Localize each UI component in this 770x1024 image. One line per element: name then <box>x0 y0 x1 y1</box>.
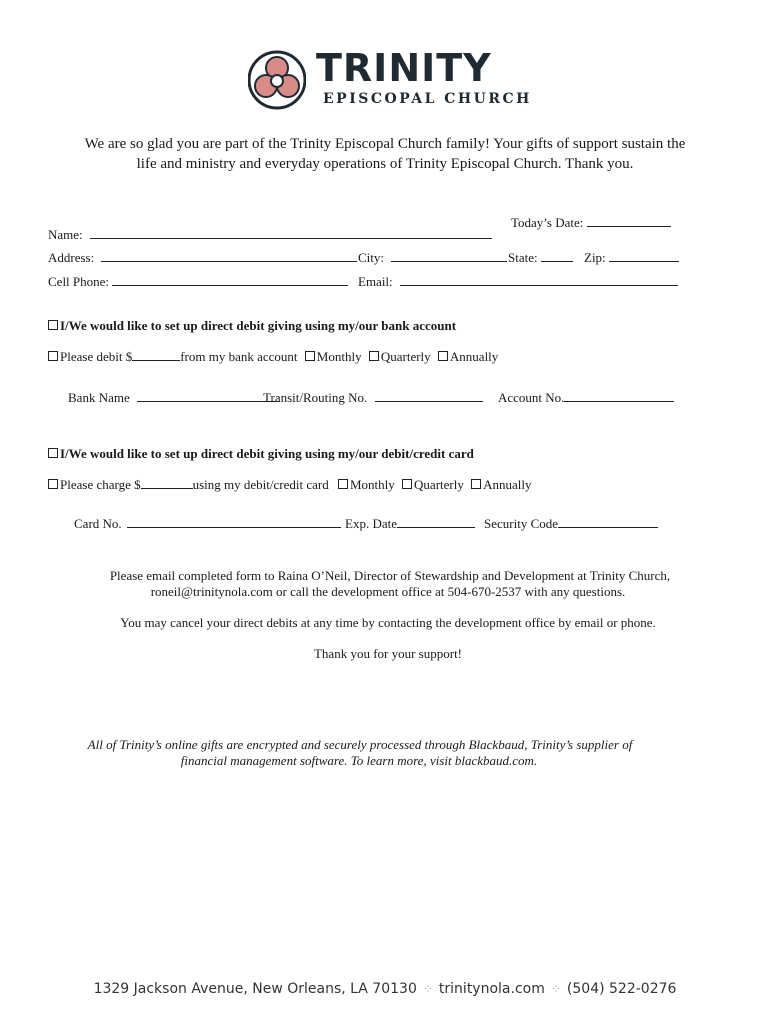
debit-amount-input[interactable] <box>132 346 180 361</box>
exp-date-label: Exp. Date <box>345 516 397 531</box>
todays-date-label: Today’s Date: <box>511 215 584 230</box>
charge-prefix: Please charge $ <box>60 477 141 492</box>
card-annually-label: Annually <box>483 477 532 492</box>
email-label: Email: <box>358 274 393 289</box>
church-logo <box>248 46 532 112</box>
bank-annually-checkbox[interactable] <box>438 351 448 361</box>
zip-input[interactable] <box>609 247 679 262</box>
bank-name-input[interactable] <box>137 387 279 402</box>
logo-title: TRINITY <box>316 46 492 90</box>
intro-line-1: We are so glad you are part of the Trinity Episcopal Church family! Your gifts of support sustain the <box>84 136 686 152</box>
city-input[interactable] <box>391 247 507 262</box>
footer <box>0 981 770 997</box>
account-input[interactable] <box>564 387 674 402</box>
separator-icon: ⁘ <box>422 982 433 996</box>
card-charge-row <box>48 474 531 493</box>
footer-website[interactable]: trinitynola.com <box>438 981 545 997</box>
bank-debit-checkbox[interactable] <box>48 351 58 361</box>
security-code-label: Security Code <box>484 516 559 531</box>
disclaimer-line-2: financial management software. To learn more, visit blackbaud.com. <box>180 753 538 768</box>
routing-field[interactable] <box>263 387 483 406</box>
bank-annually-label: Annually <box>449 349 499 364</box>
routing-label: Transit/Routing No. <box>263 390 368 405</box>
state-field[interactable] <box>508 247 573 266</box>
bank-name-field[interactable] <box>68 387 279 406</box>
city-field[interactable] <box>358 247 507 266</box>
debit-suffix: from my bank account <box>180 349 298 364</box>
card-monthly-checkbox[interactable] <box>338 479 348 489</box>
security-code-input[interactable] <box>558 513 658 528</box>
charge-amount-input[interactable] <box>141 474 193 489</box>
exp-date-input[interactable] <box>397 513 475 528</box>
state-label: State: <box>508 250 538 265</box>
bank-debit-row <box>48 346 498 365</box>
card-charge-checkbox[interactable] <box>48 479 58 489</box>
cell-phone-input[interactable] <box>112 271 348 286</box>
email-field[interactable] <box>358 271 678 290</box>
state-input[interactable] <box>541 247 573 262</box>
card-number-field[interactable] <box>74 513 341 532</box>
bank-quarterly-label: Quarterly <box>380 349 431 364</box>
bank-heading: I/We would like to set up direct debit giving using my/our bank account <box>60 318 457 333</box>
bank-monthly-label: Monthly <box>316 349 362 364</box>
footer-address: 1329 Jackson Avenue, New Orleans, LA 70130 <box>93 981 417 997</box>
name-field[interactable] <box>48 224 492 243</box>
disclaimer-line-1: All of Trinity’s online gifts are encrypted and securely processed through Blackbaud, Trinity’s supplier of <box>87 737 633 752</box>
routing-input[interactable] <box>375 387 483 402</box>
exp-date-field[interactable] <box>345 513 475 532</box>
footer-phone: (504) 522-0276 <box>566 981 677 997</box>
instructions-line-2: roneil@trinitynola.com or call the development office at 504-670-2537 with any questions. <box>150 584 626 599</box>
card-quarterly-checkbox[interactable] <box>402 479 412 489</box>
account-label: Account No. <box>498 390 565 405</box>
logo-subtitle: EPISCOPAL CHURCH <box>323 91 532 107</box>
trinity-trefoil-icon <box>248 50 306 110</box>
zip-label: Zip: <box>584 250 606 265</box>
card-number-label: Card No. <box>74 516 122 531</box>
address-field[interactable] <box>48 247 357 266</box>
todays-date-input[interactable] <box>587 212 671 227</box>
card-number-input[interactable] <box>127 513 341 528</box>
card-quarterly-label: Quarterly <box>414 477 464 492</box>
name-label: Name: <box>48 227 83 242</box>
cell-phone-label: Cell Phone: <box>48 274 110 289</box>
zip-field[interactable] <box>584 247 679 266</box>
card-monthly-label: Monthly <box>349 477 395 492</box>
card-heading: I/We would like to set up direct debit giving using my/our debit/credit card <box>60 446 474 461</box>
bank-monthly-checkbox[interactable] <box>305 351 315 361</box>
card-checkbox[interactable] <box>48 448 58 458</box>
charge-suffix: using my debit/credit card <box>192 477 329 492</box>
cancel-note: You may cancel your direct debits at any time by contacting the development office by email or phone. <box>120 615 656 630</box>
card-option[interactable] <box>48 446 474 462</box>
debit-prefix: Please debit $ <box>60 349 133 364</box>
bank-quarterly-checkbox[interactable] <box>369 351 379 361</box>
intro-line-2: life and ministry and everyday operations of Trinity Episcopal Church. Thank you. <box>136 156 634 172</box>
address-input[interactable] <box>101 247 357 262</box>
bank-option[interactable] <box>48 318 456 334</box>
thank-you-note: Thank you for your support! <box>313 646 463 661</box>
cell-phone-field[interactable] <box>48 271 348 290</box>
security-code-field[interactable] <box>484 513 658 532</box>
account-field[interactable] <box>498 387 674 406</box>
address-label: Address: <box>48 250 95 265</box>
separator-icon: ⁘ <box>550 982 561 996</box>
instructions-line-1: Please email completed form to Raina O’Neil, Director of Stewardship and Development at Trinity Church, <box>109 568 671 583</box>
bank-name-label: Bank Name <box>68 390 130 405</box>
city-label: City: <box>358 250 385 265</box>
email-input[interactable] <box>400 271 678 286</box>
card-annually-checkbox[interactable] <box>471 479 481 489</box>
bank-checkbox[interactable] <box>48 320 58 330</box>
name-input[interactable] <box>90 224 492 239</box>
todays-date-field[interactable] <box>511 212 671 231</box>
